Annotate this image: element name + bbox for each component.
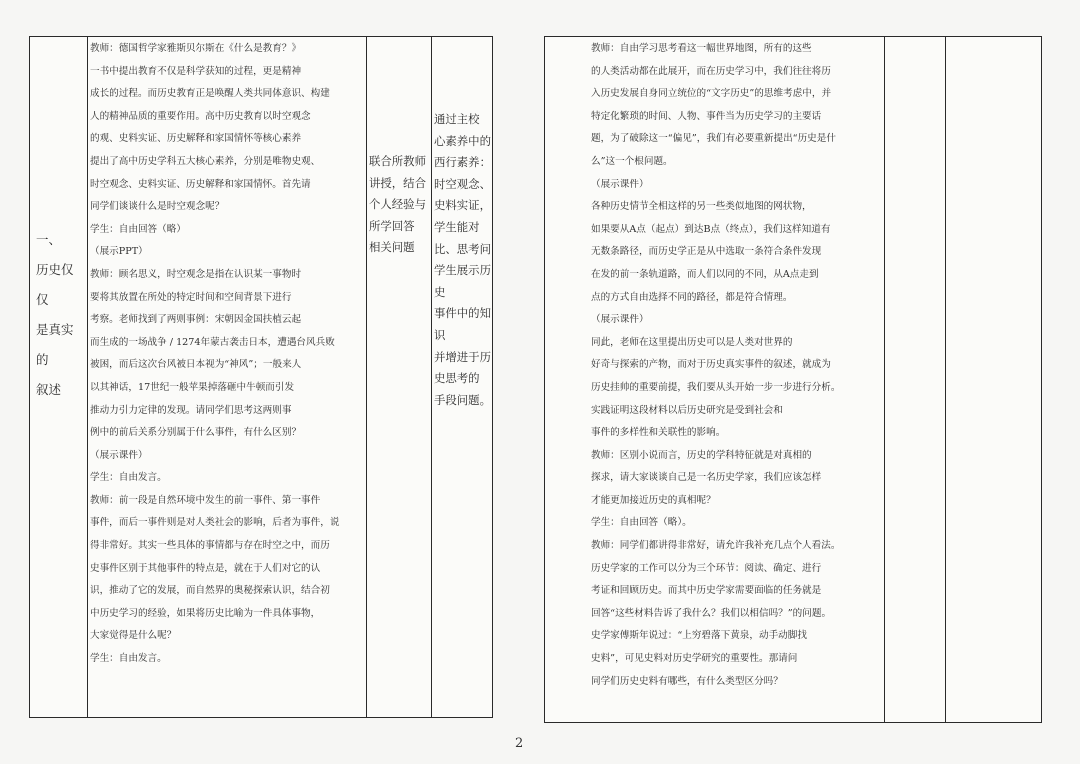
table-column-divider xyxy=(87,37,88,717)
section-label: 一、 历史仅仅 是真实的 叙述 xyxy=(36,232,74,397)
right-page xyxy=(544,36,1042,723)
design-intent-text: 通过主校 心素养中的 西行素养： 时空观念、 史料实证， 学生能对 比、思考问 学生展示历史 事件中的知识 并增进于历 史思考的 手段问题。 xyxy=(434,112,491,407)
table-column-divider xyxy=(945,37,946,722)
page-number: 2 xyxy=(515,736,524,751)
main-teaching-text: 教师：德国哲学家雅斯贝尔斯在《什么是教育？》 一书中提出教育不仅是科学获知的过程，更是精神 成长的过程。而历史教育正是唤醒人类共同体意识、构建 人的精神品质的重要作用。高中历史教育以时空观念 的观、史料实证、历史解释和家国情怀等核心素养 提出了高中历史学科五大核心素养，分别是唯物史观、 时空观念、史料实证、历史解释和家国情怀。首先请 同学们谈谈什么是时空观念呢？ 学生：自由回答（略） （展示PPT） 教师：顾名思义，时空观念是指在认识某一事物时 要将其放置在所处的特定时间和空间背景下进行 考察。老师找到了两则事例：宋朝因金国扶植云起 而生成的一场战争 / 1274年蒙古袭击日本，遭遇台风兵败 被困，而后这次台风被日本视为“神风”；一般来人 以其神话，17世纪一般苹果掉落砸中牛顿而引发 推动力引力定律的发现。请同学们思考这两则事 例中的前后关系分别属于什么事件，有什么区别？ （展示课件） 学生：自由发言。 教师：前一段是自然环境中发生的前一事件、第一事件 事件，而后一事件则是对人类社会的影响，后者为事件，说 得非常好。其实一些具体的事情都与存在时空之中，而历 史事件区别于其他事件的特点是，就在于人们对它的认 识，推动了它的发展，而自然界的奥秘探索认识，结合初 中历史学习的经验，如果将历史比喻为一件具体事物， 大家觉得是什么呢？ 学生：自由发言。 xyxy=(90,43,340,665)
table-column-divider xyxy=(366,37,367,717)
left-page xyxy=(29,36,493,718)
main-teaching-text: 教师：自由学习思考看这一幅世界地图，所有的这些 的人类活动都在此展开，而在历史学习中，我们往往将历 入历史发展自身同立统位的“文字历史”的思维考虑中，并 特定化繁琐的时间、人物、事件当为历史学习的主要话 题，为了破除这一“偏见”，我们有必要重新提出“历史是什 么”这一个根问题。 （展示课件） 各种历史情节全相这样的另一些类似地图的网状物， 如果要从A点（起点）到达B点（终点），我们这样知道有 无数条路径，而历史学正是从中选取一条符合条件发现 在发的前一条轨道路，而人们以同的不同，从A点走到 点的方式自由选择不同的路径，都是符合情理。 （展示课件） 同此，老师在这里提出历史可以是人类对世界的 好奇与探索的产物，而对于历史真实事件的叙述，就成为 历史挂帅的重要前提，我们要从头开始一步一步进行分析。 实践证明这段材料以后历史研究是受到社会和 事件的多样性和关联性的影响。 教师：区别小说而言，历史的学科特征就是对真相的 探求，请大家谈谈自己是一名历史学家，我们应该怎样 才能更加接近历史的真相呢？ 学生：自由回答（略）。 教师：同学们都讲得非常好，请允许我补充几点个人看法。 历史学家的工作可以分为三个环节：阅读、确定、进行 考证和回顾历史。而其中历史学家需要面临的任务就是 回答“这些材料告诉了我什么？我们以相信吗？”的问题。 史学家傅斯年说过：“上穷碧落下黄泉，动手动脚找 史料”，可见史料对历史学研究的重要性。那请问 同学们历史史料有哪些，有什么类型区分吗？ xyxy=(591,43,841,687)
table-column-divider xyxy=(884,37,885,722)
student-activity-text: 联合所教师 讲授，结合 个人经验与 所学回答 相关问题 xyxy=(369,154,426,255)
table-column-divider xyxy=(431,37,432,717)
